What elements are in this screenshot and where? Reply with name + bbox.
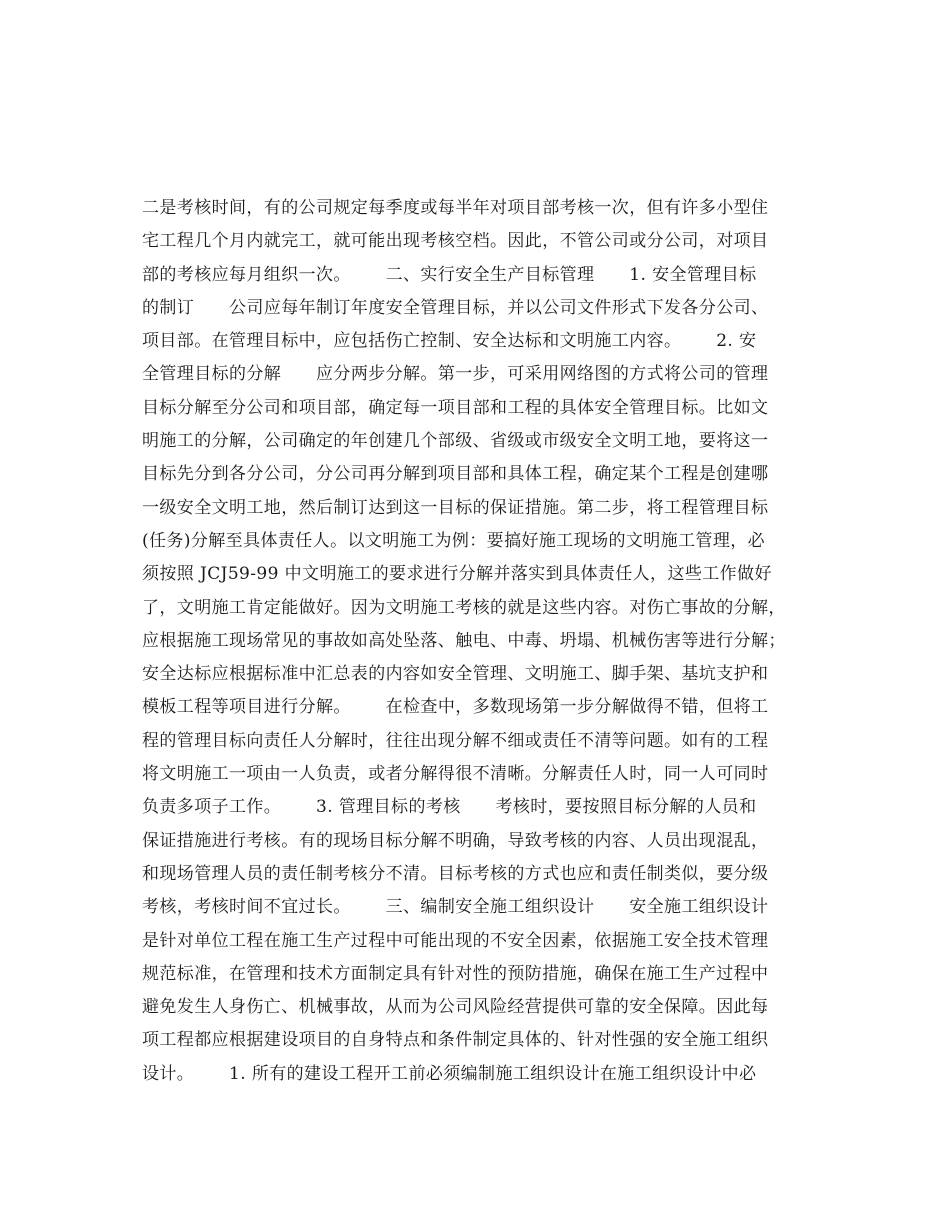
text-line: 是针对单位工程在施工生产过程中可能出现的不安全因素，依据施工安全技术管理 [142, 930, 769, 951]
text-line: 安全达标应根据标准中汇总表的内容如安全管理、文明施工、脚手架、基坑支护和 [142, 664, 769, 685]
body-text [142, 192, 818, 1091]
text-line: 了，文明施工肯定能做好。因为文明施工考核的就是这些内容。对伤亡事故的分解， [142, 597, 786, 618]
text-line: (任务)分解至具体责任人。以文明施工为例：要搞好施工现场的文明施工管理，必 [142, 530, 766, 551]
text-line: 明施工的分解，公司确定的年创建几个部级、省级或市级安全文明工地，要将这一 [142, 431, 769, 452]
text-line: 设计。 1. 所有的建设工程开工前必须编制施工组织设计在施工组织设计中必 [142, 1063, 757, 1084]
text-line: 负责多项子工作。 3. 管理目标的考核 考核时，要按照目标分解的人员和 [142, 797, 757, 818]
text-line: 须按照 JCJ59-99 中文明施工的要求进行分解并落实到具体责任人，这些工作做好 [142, 564, 772, 585]
text-line: 全管理目标的分解 应分两步分解。第一步，可采用网络图的方式将公司的管理 [142, 364, 769, 385]
text-line: 模板工程等项目进行分解。 在检查中，多数现场第一步分解做得不错，但将工 [142, 697, 769, 718]
text-line: 程的管理目标向责任人分解时，往往出现分解不细或责任不清等问题。如有的工程 [142, 730, 769, 751]
text-line: 规范标准，在管理和技术方面制定具有针对性的预防措施，确保在施工生产过程中 [142, 963, 769, 984]
text-line: 部的考核应每月组织一次。 二、实行安全生产目标管理 1. 安全管理目标 [142, 264, 757, 285]
text-line: 目标分解至分公司和项目部，确定每一项目部和工程的具体安全管理目标。比如文 [142, 397, 769, 418]
text-line: 一级安全文明工地，然后制订达到这一目标的保证措施。第二步，将工程管理目标 [142, 497, 769, 518]
text-line: 和现场管理人员的责任制考核分不清。目标考核的方式也应和责任制类似，要分级 [142, 863, 769, 884]
text-line: 项工程都应根据建设项目的自身特点和条件制定具体的、针对性强的安全施工组织 [142, 1030, 769, 1051]
text-line: 保证措施进行考核。有的现场目标分解不明确，导致考核的内容、人员出现混乱， [142, 830, 769, 851]
text-line: 目标先分到各分公司，分公司再分解到项目部和具体工程，确定某个工程是创建哪 [142, 464, 769, 485]
text-line: 宅工程几个月内就完工，就可能出现考核空档。因此，不管公司或分公司，对项目 [142, 231, 769, 252]
text-line: 应根据施工现场常见的事故如高处坠落、触电、中毒、坍塌、机械伤害等进行分解； [142, 630, 786, 651]
text-line: 考核，考核时间不宜过长。 三、编制安全施工组织设计 安全施工组织设计 [142, 897, 769, 918]
text-line: 避免发生人身伤亡、机械事故，从而为公司风险经营提供可靠的安全保障。因此每 [142, 997, 769, 1018]
text-line: 的制订 公司应每年制订年度安全管理目标，并以公司文件形式下发各分公司、 [142, 297, 769, 318]
text-line: 二是考核时间，有的公司规定每季度或每半年对项目部考核一次，但有许多小型住 [142, 198, 769, 218]
text-line: 项目部。在管理目标中，应包括伤亡控制、安全达标和文明施工内容。 2. 安 [142, 331, 757, 352]
text-line: 将文明施工一项由一人负责，或者分解得很不清晰。分解责任人时，同一人可同时 [142, 764, 769, 785]
